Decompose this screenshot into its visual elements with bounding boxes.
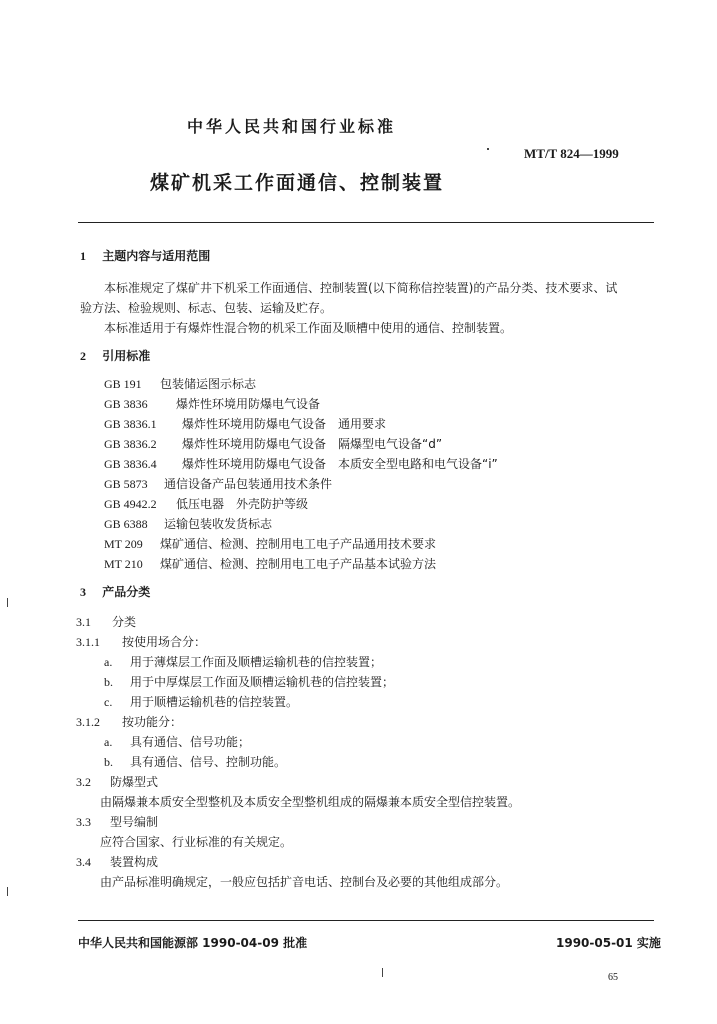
subsection-title: 型号编制	[110, 815, 159, 829]
approval-line: 中华人民共和国能源部 1990-04-09 批准	[78, 936, 308, 950]
list-item	[104, 754, 286, 770]
subsection-3-1-heading	[76, 614, 136, 630]
list-text: 用于顺槽运输机巷的信控装置。	[130, 695, 299, 709]
subsection-number: 3.1.1	[76, 635, 100, 649]
reference-item	[104, 396, 320, 412]
list-text: 用于中厚煤层工作面及顺槽运输机巷的信控装置；	[130, 675, 395, 689]
subsection-number: 3.3	[76, 815, 91, 829]
subsection-3-1-1-heading	[76, 634, 206, 650]
list-label: b.	[104, 755, 113, 769]
reference-code: GB 191	[104, 377, 142, 391]
reference-code: GB 6388	[104, 517, 148, 531]
reference-code: GB 3836	[104, 397, 148, 411]
reference-item	[104, 436, 442, 452]
list-text: 用于薄煤层工作面及顺槽运输机巷的信控装置；	[130, 655, 383, 669]
subsection-number: 3.1.2	[76, 715, 100, 729]
list-item	[104, 694, 298, 710]
list-item	[104, 654, 382, 670]
reference-item	[104, 556, 436, 572]
list-label: b.	[104, 675, 113, 689]
subsection-3-2-heading	[76, 774, 158, 790]
reference-name: 运输包装收发货标志	[164, 517, 273, 531]
reference-item	[104, 376, 256, 392]
reference-name: 低压电器 外壳防护等级	[176, 497, 309, 511]
list-item	[104, 674, 394, 690]
reference-item	[104, 456, 498, 472]
standard-code: MT/T 824—1999	[524, 146, 619, 161]
section-1-paragraph-1-line-1: 本标准规定了煤矿井下机采工作面通信、控制装置(以下简称信控装置)的产品分类、技术要求、试	[104, 281, 618, 295]
reference-item	[104, 516, 272, 532]
subsection-title: 分类	[112, 615, 137, 629]
section-2-heading	[80, 348, 150, 364]
scan-mark	[382, 968, 383, 977]
section-number: 2	[80, 349, 86, 363]
reference-name: 爆炸性环境用防爆电气设备 本质安全型电路和电气设备“i”	[182, 457, 498, 471]
reference-code: GB 4942.2	[104, 497, 157, 511]
document-title: 煤矿机采工作面通信、控制装置	[150, 172, 445, 194]
reference-name: 煤矿通信、检测、控制用电工电子产品基本试验方法	[160, 557, 437, 571]
section-title: 引用标准	[102, 349, 151, 363]
page-number: 65	[608, 972, 618, 983]
reference-item	[104, 416, 386, 432]
reference-name: 煤矿通信、检测、控制用电工电子产品通用技术要求	[160, 537, 437, 551]
list-text: 具有通信、信号、控制功能。	[130, 755, 287, 769]
subsection-title: 按功能分：	[122, 715, 183, 729]
subsection-number: 3.4	[76, 855, 91, 869]
section-number: 3	[80, 585, 86, 599]
reference-name: 通信设备产品包装通用技术条件	[164, 477, 333, 491]
subsection-number: 3.2	[76, 775, 91, 789]
reference-item	[104, 496, 308, 512]
list-label: a.	[104, 655, 113, 669]
reference-name: 爆炸性环境用防爆电气设备 隔爆型电气设备“d”	[182, 437, 443, 451]
section-1-paragraph-1-line-2: 验方法、检验规则、标志、包装、运输及贮存。	[80, 301, 333, 315]
section-3-heading	[80, 584, 150, 600]
subsection-3-4-heading	[76, 854, 158, 870]
reference-name: 包装储运图示标志	[160, 377, 257, 391]
subsection-title: 按使用场合分：	[122, 635, 207, 649]
subsection-title: 防爆型式	[110, 775, 159, 789]
list-label: a.	[104, 735, 113, 749]
list-label: c.	[104, 695, 113, 709]
reference-code: GB 5873	[104, 477, 148, 491]
effective-date: 1990-05-01 实施	[556, 936, 661, 950]
reference-name: 爆炸性环境用防爆电气设备	[176, 397, 321, 411]
subsection-number: 3.1	[76, 615, 91, 629]
reference-name: 爆炸性环境用防爆电气设备 通用要求	[182, 417, 387, 431]
subsection-3-3-heading	[76, 814, 158, 830]
list-text: 具有通信、信号功能；	[130, 735, 251, 749]
reference-item	[104, 536, 436, 552]
subsection-title: 装置构成	[110, 855, 159, 869]
scan-mark	[487, 148, 489, 150]
issuing-organization: 中华人民共和国行业标准	[187, 117, 397, 136]
section-1-paragraph-2: 本标准适用于有爆炸性混合物的机采工作面及顺槽中使用的通信、控制装置。	[104, 321, 513, 335]
scan-mark	[7, 598, 8, 607]
header-divider	[78, 222, 654, 223]
section-number: 1	[80, 249, 86, 263]
section-1-heading	[80, 248, 210, 264]
footer-divider	[78, 920, 654, 921]
reference-code: MT 209	[104, 537, 143, 551]
subsection-3-1-2-heading	[76, 714, 182, 730]
reference-code: GB 3836.4	[104, 457, 157, 471]
reference-code: GB 3836.1	[104, 417, 157, 431]
scan-mark	[7, 887, 8, 896]
list-item	[104, 734, 250, 750]
reference-item	[104, 476, 332, 492]
subsection-3-2-text: 由隔爆兼本质安全型整机及本质安全型整机组成的隔爆兼本质安全型信控装置。	[100, 795, 521, 809]
subsection-3-3-text: 应符合国家、行业标准的有关规定。	[100, 835, 293, 849]
reference-code: MT 210	[104, 557, 143, 571]
section-title: 主题内容与适用范围	[102, 249, 211, 263]
section-title: 产品分类	[102, 585, 151, 599]
subsection-3-4-text: 由产品标准明确规定，一般应包括扩音电话、控制台及必要的其他组成部分。	[100, 875, 509, 889]
reference-code: GB 3836.2	[104, 437, 157, 451]
